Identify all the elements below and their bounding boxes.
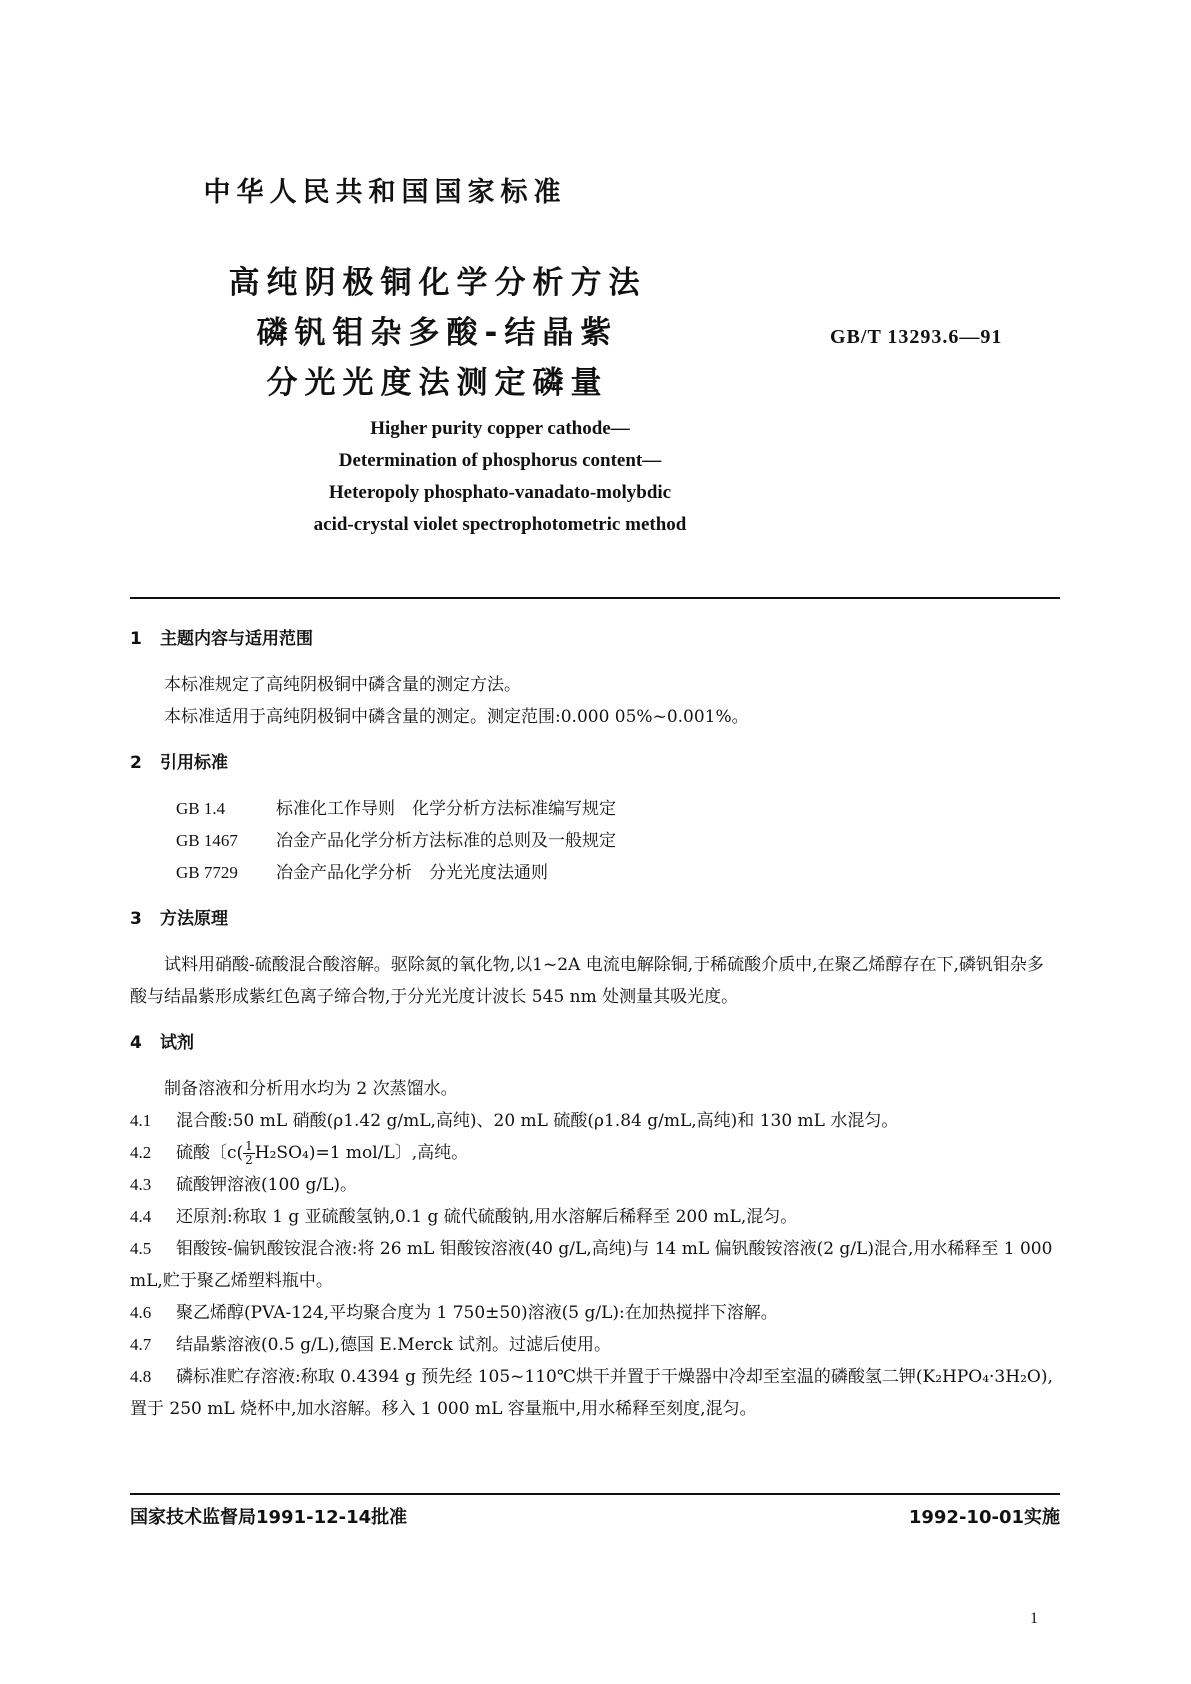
section-1 bbox=[130, 623, 1060, 733]
reference-list bbox=[130, 793, 1060, 889]
reagent-item bbox=[130, 1137, 1060, 1169]
item-text: 磷标准贮存溶液:称取 0.4394 g 预先经 105~110℃烘干并置于干燥器中冷却至室温的磷酸氢二钾(K₂HPO₄·3H₂O),置于 250 mL 烧杯中,加水溶解。移入 1 000 mL 容量瓶中,用水稀释至刻度,混匀。 bbox=[130, 1367, 1053, 1419]
section-heading bbox=[130, 623, 1060, 655]
title-cn-line-1: 高纯阴极铜化学分析方法 bbox=[228, 265, 647, 301]
reference-item bbox=[176, 793, 1060, 825]
item-text: 混合酸:50 mL 硝酸(ρ1.42 g/mL,高纯)、20 mL 硫酸(ρ1.84 g/mL,高纯)和 130 mL 水混匀。 bbox=[176, 1111, 899, 1131]
reference-title: 冶金产品化学分析 分光光度法通则 bbox=[276, 863, 548, 883]
section-title: 方法原理 bbox=[160, 909, 228, 929]
item-number: 4.3 bbox=[130, 1175, 152, 1194]
paragraph: 本标准规定了高纯阴极铜中磷含量的测定方法。 bbox=[164, 675, 521, 695]
footer-divider bbox=[130, 1493, 1060, 1495]
item-text: 聚乙烯醇(PVA-124,平均聚合度为 1 750±50)溶液(5 g/L):在加热搅拌下溶解。 bbox=[176, 1303, 778, 1323]
document-title-en bbox=[0, 413, 1000, 541]
item-number: 4.4 bbox=[130, 1207, 152, 1226]
item-number: 4.1 bbox=[130, 1111, 152, 1130]
reagent-item bbox=[130, 1169, 1060, 1201]
reference-item bbox=[176, 857, 1060, 889]
reagent-item bbox=[130, 1297, 1060, 1329]
section-title: 试剂 bbox=[160, 1033, 194, 1053]
document-body bbox=[130, 623, 1060, 1439]
reference-code: GB 1467 bbox=[176, 831, 238, 850]
fraction bbox=[243, 1140, 255, 1167]
reference-item bbox=[176, 825, 1060, 857]
item-text: 结晶紫溶液(0.5 g/L),德国 E.Merck 试剂。过滤后使用。 bbox=[176, 1335, 612, 1355]
approval-statement: 国家技术监督局1991-12-14批准 bbox=[130, 1507, 408, 1528]
item-number: 4.8 bbox=[130, 1367, 152, 1386]
document-title-cn bbox=[0, 258, 875, 408]
title-en-line-2: Determination of phosphorus content— bbox=[338, 450, 662, 471]
section-number: 1 bbox=[130, 629, 142, 649]
reference-code: GB 7729 bbox=[176, 863, 238, 882]
reagent-item bbox=[130, 1105, 1060, 1137]
section-heading bbox=[130, 903, 1060, 935]
item-text: 硫酸钾溶液(100 g/L)。 bbox=[176, 1175, 358, 1195]
section-4 bbox=[130, 1027, 1060, 1425]
title-en-line-1: Higher purity copper cathode— bbox=[370, 418, 630, 439]
section-2 bbox=[130, 747, 1060, 889]
national-standard-heading: 中华人民共和国国家标准 bbox=[203, 177, 567, 208]
header-divider bbox=[130, 597, 1060, 599]
reference-title: 冶金产品化学分析方法标准的总则及一般规定 bbox=[276, 831, 616, 851]
reagent-item bbox=[130, 1329, 1060, 1361]
standard-code: GB/T 13293.6—91 bbox=[830, 326, 1003, 348]
item-text: 钼酸铵-偏钒酸铵混合液:将 26 mL 钼酸铵溶液(40 g/L,高纯)与 14 mL 偏钒酸铵溶液(2 g/L)混合,用水稀释至 1 000 mL,贮于聚乙烯塑料瓶中。 bbox=[130, 1239, 1053, 1291]
section-number: 4 bbox=[130, 1033, 142, 1053]
section-title: 主题内容与适用范围 bbox=[160, 629, 313, 649]
item-number: 4.7 bbox=[130, 1335, 152, 1354]
title-en-line-3: Heteropoly phosphato-vanadato-molybdic bbox=[328, 482, 672, 503]
section-title: 引用标准 bbox=[160, 753, 228, 773]
reagent-item bbox=[130, 1361, 1060, 1425]
paragraph: 试料用硝酸-硫酸混合酸溶解。驱除氮的氧化物,以1~2A 电流电解除铜,于稀硫酸介质中,在聚乙烯醇存在下,磷钒钼杂多酸与结晶紫形成紫红色离子缔合物,于分光光度计波长 545 nm 处测量其吸光度。 bbox=[130, 955, 1044, 1007]
title-cn-line-3: 分光光度法测定磷量 bbox=[266, 365, 609, 401]
paragraph: 本标准适用于高纯阴极铜中磷含量的测定。测定范围:0.000 05%~0.001%。 bbox=[164, 707, 749, 727]
formula-prefix: 硫酸〔c( bbox=[176, 1143, 244, 1163]
implementation-date: 1992-10-01实施 bbox=[908, 1507, 1060, 1528]
reagent-item bbox=[130, 1233, 1060, 1297]
item-number: 4.5 bbox=[130, 1239, 152, 1258]
page-number: 1 bbox=[1030, 1610, 1038, 1627]
fraction-numerator: 1 bbox=[245, 1139, 253, 1153]
reference-code: GB 1.4 bbox=[176, 799, 226, 818]
section-heading bbox=[130, 747, 1060, 779]
item-text: 还原剂:称取 1 g 亚硫酸氢钠,0.1 g 硫代硫酸钠,用水溶解后稀释至 200 mL,混匀。 bbox=[176, 1207, 798, 1227]
item-number: 4.6 bbox=[130, 1303, 152, 1322]
reference-title: 标准化工作导则 化学分析方法标准编写规定 bbox=[276, 799, 616, 819]
formula-suffix: H₂SO₄)=1 mol/L〕,高纯。 bbox=[254, 1143, 469, 1163]
paragraph: 制备溶液和分析用水均为 2 次蒸馏水。 bbox=[164, 1079, 458, 1099]
section-number: 3 bbox=[130, 909, 142, 929]
item-number: 4.2 bbox=[130, 1143, 152, 1162]
fraction-denominator: 2 bbox=[245, 1153, 253, 1167]
reagent-item bbox=[130, 1201, 1060, 1233]
section-number: 2 bbox=[130, 753, 142, 773]
title-cn-line-2: 磷钒钼杂多酸-结晶紫 bbox=[256, 315, 619, 351]
title-en-line-4: acid-crystal violet spectrophotometric method bbox=[313, 514, 687, 535]
section-heading bbox=[130, 1027, 1060, 1059]
section-3 bbox=[130, 903, 1060, 1013]
